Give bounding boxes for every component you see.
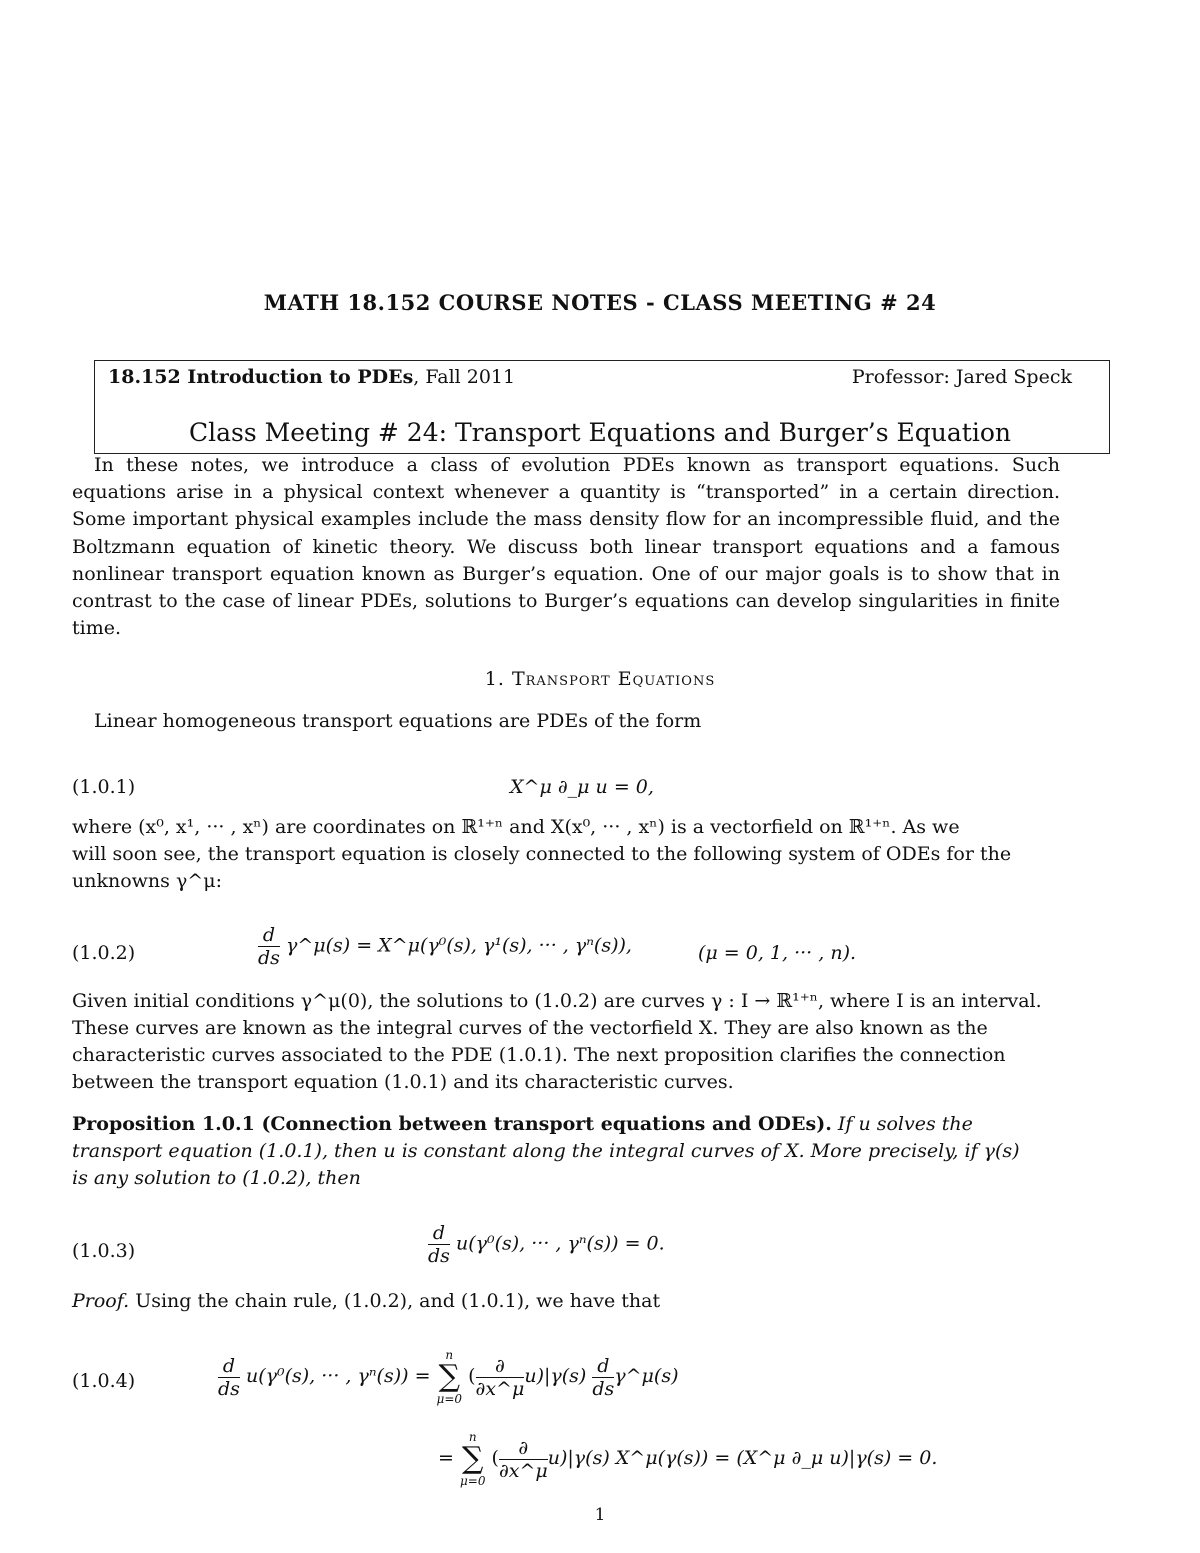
derivative-fraction: $\frac{d}{ds}$ — [218, 1354, 240, 1400]
derivative-fraction: $\frac{d}{ds}$ — [592, 1354, 615, 1400]
paragraph-3-line-2: These curves are known as the integral curves of the vectorfield X. They are also known as the — [72, 1017, 988, 1039]
intro-paragraph: In these notes, we introduce a class of evolution PDEs known as transport equations. Such equations arise in a physical context whenever a quantity is “transported” in a certain direction. Some important physical examples include the mass density flow for an incompressible fluid, and the Boltzmann equation of kinetic theory. We discuss both linear transport equations and a famous nonlinear transport equation known as Burger’s equation. One of our major goals is to show that in contrast to the case of linear PDEs, solutions to Burger’s equations can develop singularities in finite time. — [72, 454, 1060, 640]
proof-line: Proof. Using the chain rule, (1.0.2), and (1.0.1), we have that — [72, 1290, 661, 1312]
course-name: 18.152 Introduction to PDEs, Fall 2011 — [108, 366, 516, 388]
proposition-line-2: transport equation (1.0.1), then u is constant along the integral curves of X. More precisely, if γ(s) — [72, 1140, 1020, 1162]
equation-number-4: (1.0.4) — [72, 1370, 136, 1392]
equation-1: X^μ ∂_μ u = 0, — [510, 776, 654, 798]
paragraph-2-line-2: will soon see, the transport equation is closely connected to the following system of ODEs for the — [72, 843, 1012, 865]
equation-number-2: (1.0.2) — [72, 942, 136, 964]
section-heading: 1. Transport Equations — [484, 668, 716, 690]
equation-number-3: (1.0.3) — [72, 1240, 136, 1262]
lead-sentence: Linear homogeneous transport equations are PDEs of the form — [94, 710, 702, 732]
paragraph-3-line-3: characteristic curves associated to the PDE (1.0.1). The next proposition clarifies the connection — [72, 1044, 1006, 1066]
partial-derivative-fraction: $\frac{\partial}{\partial x\^{}\mu}$ — [498, 1436, 548, 1482]
equation-4-line-2: = n ∑ μ=0 ( $\frac{\partial}{\partial x\^{}\mu}$ u)|γ(s) X^μ(γ(s)) = (X^μ ∂_μ u)|γ(s) = 0. — [438, 1430, 938, 1488]
equation-3: $\frac{d}{ds}$ u(γ⁰(s), ··· , γⁿ(s)) = 0. — [428, 1222, 665, 1267]
paragraph-2-line-1: where (x⁰, x¹, ··· , xⁿ) are coordinates on ℝ¹⁺ⁿ and X(x⁰, ··· , xⁿ) is a vectorfield on ℝ¹⁺ⁿ. As we — [72, 816, 960, 838]
equation-2: $\frac{d}{ds}$ γ^μ(s) = X^μ(γ⁰(s), γ¹(s), ··· , γⁿ(s)), — [258, 924, 632, 969]
partial-derivative-fraction: $\frac{\partial}{\partial x\^{}\mu}$ — [475, 1354, 525, 1400]
equation-number-1: (1.0.1) — [72, 776, 136, 798]
page-number: 1 — [594, 1505, 606, 1525]
derivative-fraction: $\frac{d}{ds}$ — [258, 924, 280, 969]
summation-symbol: n ∑ μ=0 — [436, 1348, 463, 1406]
summation-symbol: n ∑ μ=0 — [459, 1430, 486, 1488]
equation-2-condition: (μ = 0, 1, ··· , n). — [698, 942, 857, 964]
derivative-fraction: $\frac{d}{ds}$ — [428, 1222, 450, 1267]
document-title: MATH 18.152 COURSE NOTES - CLASS MEETING # 24 — [263, 290, 937, 315]
paragraph-3-line-4: between the transport equation (1.0.1) and its characteristic curves. — [72, 1071, 734, 1093]
class-meeting-subtitle: Class Meeting # 24: Transport Equations and Burger’s Equation — [189, 418, 1011, 447]
proposition-line-3: is any solution to (1.0.2), then — [72, 1167, 361, 1189]
proposition-line-1: Proposition 1.0.1 (Connection between transport equations and ODEs). If u solves the — [72, 1113, 973, 1135]
paragraph-2-line-3: unknowns γ^μ: — [72, 870, 222, 892]
paragraph-3-line-1: Given initial conditions γ^μ(0), the solutions to (1.0.2) are curves γ : I → ℝ¹⁺ⁿ, where I is an interval. — [72, 990, 1042, 1012]
professor-name: Professor: Jared Speck — [851, 366, 1072, 388]
equation-4-line-1: $\frac{d}{ds}$ u(γ⁰(s), ··· , γⁿ(s)) = n ∑ μ=0 ( $\frac{\partial}{\partial x\^{}\mu}$ u)|γ(s) $\frac{d}{ds}$ γ^μ(s) — [218, 1348, 679, 1406]
